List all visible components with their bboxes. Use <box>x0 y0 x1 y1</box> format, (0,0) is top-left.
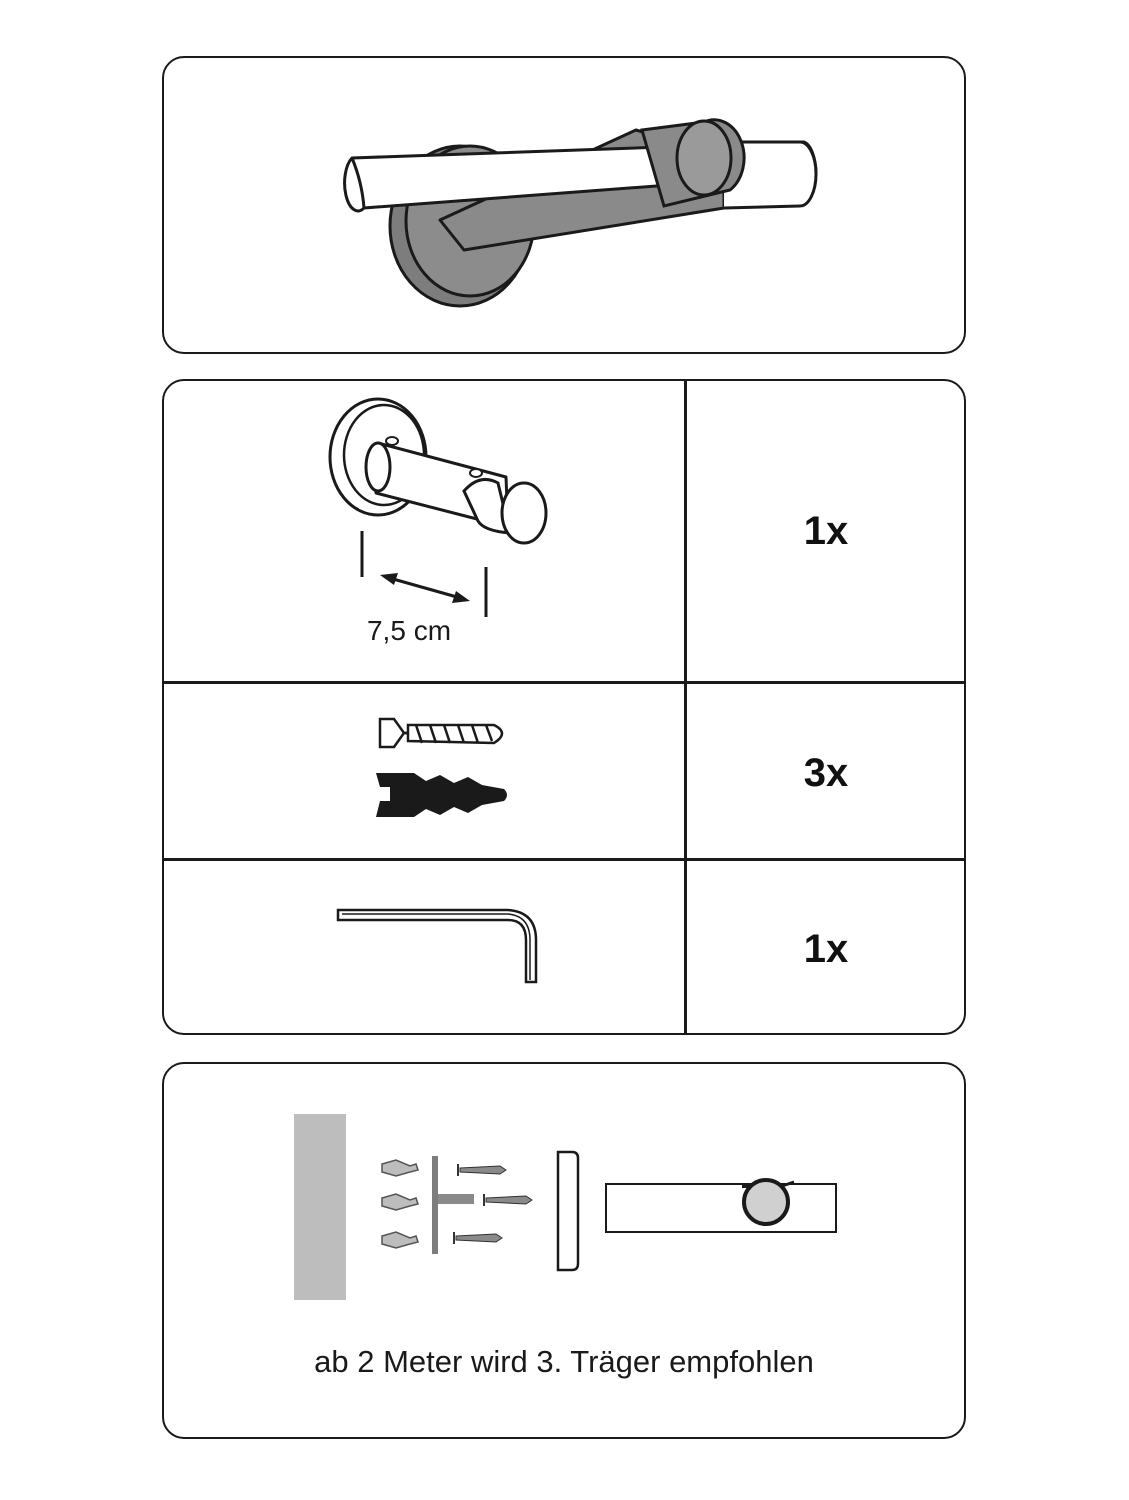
screw-and-anchor-quantity: 3x <box>803 751 849 795</box>
wall-graphic <box>294 1114 346 1300</box>
screw-and-anchor-icon <box>164 681 684 858</box>
allen-key-quantity: 1x <box>803 927 849 971</box>
installation-hint-panel <box>162 1062 966 1439</box>
allen-key-icon <box>164 858 684 1035</box>
bracket-length-label: 7,5 cm <box>366 615 452 646</box>
bracket-quantity: 1x <box>803 509 849 553</box>
rod-with-bracket-illustration <box>164 58 968 356</box>
assembly-illustration-panel <box>162 56 966 354</box>
installation-note: ab 2 Meter wird 3. Träger empfohlen <box>314 1344 814 1379</box>
mounting-assembly-illustration <box>164 1064 968 1324</box>
parts-list-panel <box>162 379 966 1035</box>
